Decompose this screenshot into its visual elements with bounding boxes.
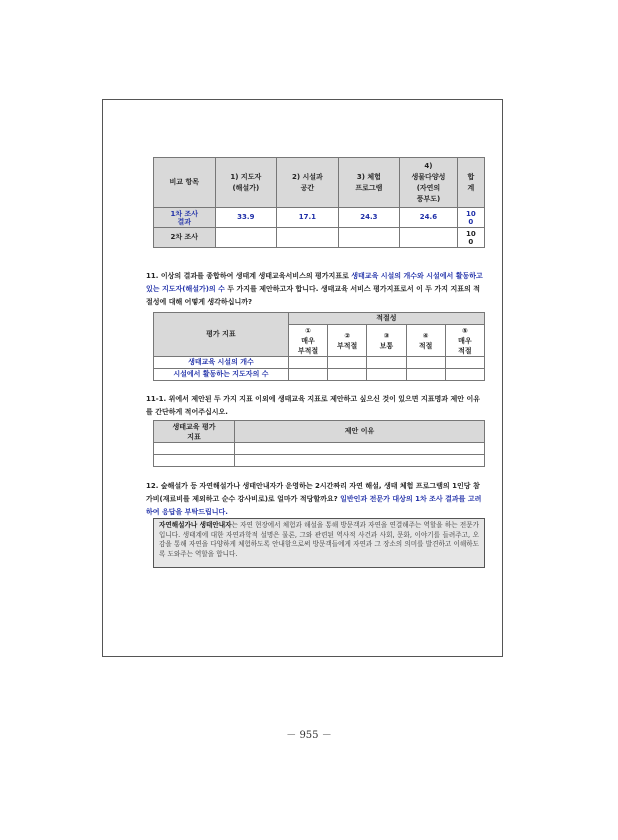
header-facility: 2) 시설과 공간 [277, 158, 339, 208]
page-number: － 955 － [286, 730, 332, 741]
cell-input[interactable] [277, 228, 339, 248]
suggest-indicator-input[interactable] [154, 443, 235, 455]
table-row [154, 228, 485, 248]
indicator-facility-count: 생태교육 시설의 개수 [154, 357, 289, 369]
question-highlight: 일반인과 전문가 대상의 1차 조사 결과를 고려하여 응답을 부탁드립니다. [146, 495, 482, 516]
scale-2: ② 부적절 [328, 325, 367, 357]
cell: 10 0 [457, 228, 484, 248]
rating-cell[interactable] [406, 369, 445, 381]
header-suggest-indicator: 생태교육 평가 지표 [154, 421, 235, 443]
rating-cell[interactable] [367, 369, 406, 381]
table-row [154, 208, 485, 228]
comparison-table [153, 157, 485, 248]
scale-3: ③ 보통 [367, 325, 406, 357]
cell-input[interactable] [400, 228, 458, 248]
question-text: 두 가지를 제안하고자 합니다. 생태교육 서비스 평가지표로서 이 두 가지 지표의 적절성에 대해 어떻게 생각하십니까? [146, 285, 480, 306]
header-appropriateness: 적절성 [288, 313, 484, 325]
header-total: 합 계 [457, 158, 484, 208]
explanation-text: 는 자연 현장에서 체험과 해설을 통해 방문객과 자연을 연결해주는 역할을 하는 전문가입니다. 생태계에 대한 자연과학적 설명은 물론, 그와 관련된 역사적 사건과 사회, 문화, 이야기를 들려주고, 오감을 통해 자연을 다양하게 체험하도록 안내함으로써 방문객들에게 자연과 그 장소의 의미를 발견하고 이해하도록 도와주는 역할을 합니다. [159, 521, 479, 558]
table-row [154, 357, 485, 369]
table-row [154, 455, 485, 467]
row-label-second: 2차 조사 [154, 228, 216, 248]
cell: 10 0 [457, 208, 484, 228]
cell: 24.6 [400, 208, 458, 228]
rating-cell[interactable] [406, 357, 445, 369]
question-text: 이상의 결과를 종합하여 생태계 생태교육서비스의 평가지표로 [158, 272, 352, 280]
rating-cell[interactable] [288, 369, 327, 381]
suggest-indicator-input[interactable] [154, 455, 235, 467]
row-label-first: 1차 조사 결과 [154, 208, 216, 228]
rating-cell[interactable] [445, 369, 484, 381]
question-highlight: 생태교육 시설의 개수와 시설에서 활동하고 있는 지도자(해설가)의 수 [146, 272, 483, 293]
header-biodiversity: 4) 생물다양성 (자연의 풍부도) [400, 158, 458, 208]
rating-cell[interactable] [328, 357, 367, 369]
table-row [154, 443, 485, 455]
question-12 [146, 480, 486, 519]
rating-cell[interactable] [288, 357, 327, 369]
explanation-box [153, 518, 485, 568]
question-11-1: 11-1. 위에서 제안된 두 가지 지표 이외에 생태교육 지표로 제안하고 싶으신 것이 있으면 지표명과 제안 이유를 간단하게 적어주십시오. [146, 395, 480, 416]
header-guide: 1) 지도자 (해설가) [215, 158, 277, 208]
suggestion-table [153, 420, 485, 467]
explanation-term: 자연해설가나 생태안내자 [159, 521, 232, 529]
scale-4: ④ 적절 [406, 325, 445, 357]
indicator-guide-count: 시설에서 활동하는 지도자의 수 [154, 369, 289, 381]
header-program: 3) 체험 프로그램 [338, 158, 400, 208]
cell: 17.1 [277, 208, 339, 228]
appropriateness-table [153, 312, 485, 381]
header-indicator: 평가 지표 [154, 313, 289, 357]
cell: 33.9 [215, 208, 277, 228]
suggest-reason-input[interactable] [235, 443, 485, 455]
header-compare: 비교 항목 [154, 158, 216, 208]
question-11 [146, 270, 486, 309]
rating-cell[interactable] [445, 357, 484, 369]
scale-5: ⑤ 매우 적절 [445, 325, 484, 357]
cell: 24.3 [338, 208, 400, 228]
question-number: 11. [146, 272, 159, 280]
table-row [154, 369, 485, 381]
cell-input[interactable] [215, 228, 277, 248]
rating-cell[interactable] [328, 369, 367, 381]
scale-1: ① 매우 부적절 [288, 325, 327, 357]
suggest-reason-input[interactable] [235, 455, 485, 467]
question-text: 12. 숲해설가 등 자연해설가나 생태안내자가 운영하는 2시간짜리 자연 해설, 생태 체험 프로그램의 1인당 참가비(재료비를 제외하고 순수 강사비로)로 얼마가 적당할까요? [146, 482, 480, 503]
cell-input[interactable] [338, 228, 400, 248]
header-suggest-reason: 제안 이유 [235, 421, 485, 443]
rating-cell[interactable] [367, 357, 406, 369]
